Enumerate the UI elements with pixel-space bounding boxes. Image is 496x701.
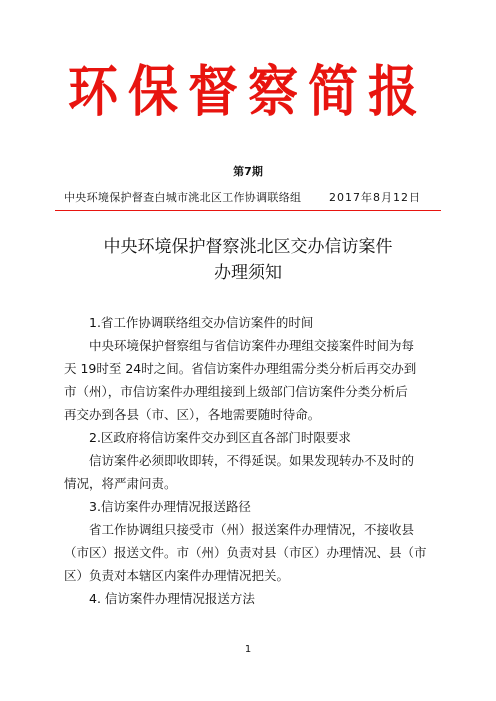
body-line: 2.区政府将信访案件交办到区直各部门时限要求 [89,430,351,445]
document-title-line-2: 办理须知 [214,263,282,283]
body-line: 区）负责对本辖区内案件办理情况把关。 [64,568,290,583]
organization-name: 中央环境保护督查白城市洮北区工作协调联络组 [64,191,302,204]
body-line: 天 19时至 24时之间。省信访案件办理组需分类分析后再交办到 [64,361,417,376]
document-title-line-1: 中央环境保护督察洮北区交办信访案件 [103,237,393,257]
body-line: 信访案件必须即收即转，不得延误。如果发现转办不及时的 [89,453,415,468]
body-line: 情况，将严肃问责。 [64,476,177,491]
masthead-title: 环保督察简报 [68,59,428,124]
body-line: 中央环境保护督察组与省信访案件办理组交接案件时间为每 [89,338,415,353]
body-line: 1.省工作协调联络组交办信访案件的时间 [89,315,314,330]
document-body [64,311,439,610]
body-line: 再交办到各县（市、区），各地需要随时待命。 [64,407,321,422]
header-divider [55,210,441,211]
body-line: 市（州），市信访案件办理组接到上级部门信访案件分类分析后 [64,384,408,399]
document-title [0,234,496,286]
body-line: （市区）报送文件。市（州）负责对县（市区）办理情况、县（市 [64,545,427,560]
page-number: 1 [244,644,252,655]
body-line: 4. 信访案件办理情况报送方法 [89,591,255,606]
issue-number: 第7期 [233,165,263,178]
issue-date: 2017年8月12日 [329,191,421,204]
body-line: 省工作协调组只接受市（州）报送案件办理情况，不接收县 [89,522,415,537]
body-line: 3.信访案件办理情况报送路径 [89,499,251,514]
